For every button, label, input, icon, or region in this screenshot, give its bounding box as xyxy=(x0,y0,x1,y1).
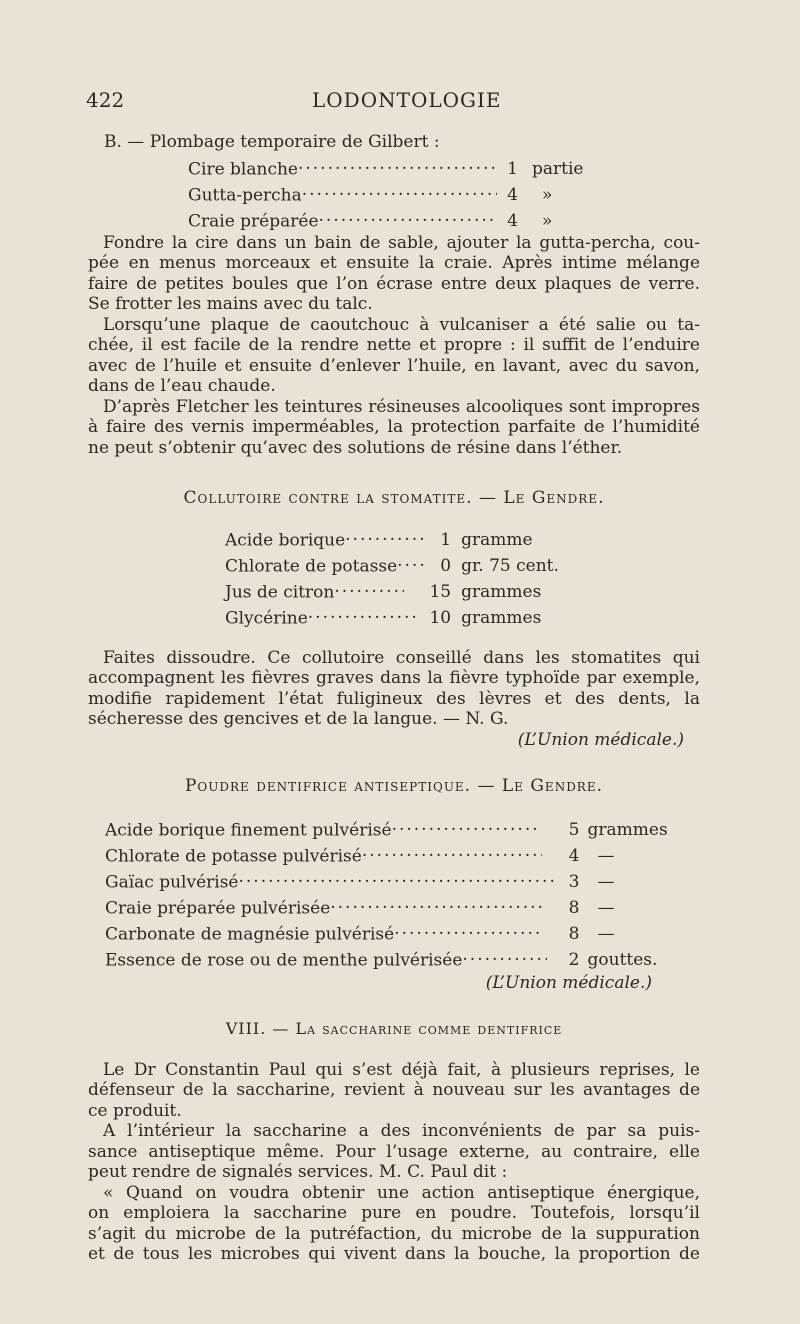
ingredient-name: Jus de citron xyxy=(225,582,335,602)
recipe-row xyxy=(105,893,668,919)
ingredient-qty: 4 xyxy=(568,846,580,866)
ingredient-qty: 1 xyxy=(440,530,452,550)
running-title: LODONTOLOGIE xyxy=(312,88,502,112)
text-line: ne peut s’obtenir qu’avec des solutions de résine dans l’éther. xyxy=(88,437,623,458)
ingredient-name: Acide borique finement pulvérisé xyxy=(105,820,392,840)
text-line: peut rendre de signalés services. M. C. Paul dit : xyxy=(88,1162,508,1182)
text-line: Lorsqu’une plaque de caoutchouc à vulcaniser a été salie ou ta- xyxy=(103,314,700,335)
recipe-row xyxy=(225,551,559,577)
text-line: sécheresse des gencives et de la langue. — N. G. xyxy=(88,709,509,729)
text-line: avec de l’huile et ensuite d’enlever l’huile, en lavant, avec du savon, xyxy=(88,355,700,376)
text-line: pée en menus morceaux et ensuite la craie. Après intime mélange xyxy=(88,253,700,273)
text-line: on emploiera la saccharine pure en poudre. Toutefois, lorsqu’il xyxy=(88,1203,700,1223)
text-line: chée, il est facile de la rendre nette et propre : il suffit de l’enduire xyxy=(88,335,700,355)
ingredient-unit: partie xyxy=(531,159,584,179)
ingredient-qty: 1 xyxy=(507,159,518,179)
recipe-row xyxy=(105,919,668,945)
text-line: sance antiseptique même. Pour l’usage externe, au contraire, elle xyxy=(88,1141,700,1162)
ingredient-name: Gaïac pulvérisé xyxy=(105,872,239,892)
text-line: s’agit du microbe de la putréfaction, du microbe de la suppuration xyxy=(88,1223,700,1244)
gilbert-recipe xyxy=(188,154,583,232)
text-line: défenseur de la saccharine, revient à nouveau sur les avantages de xyxy=(88,1080,700,1100)
text-line: et de tous les microbes qui vivent dans la bouche, la proportion de xyxy=(88,1244,700,1264)
poudre-source: (L’Union médicale.) xyxy=(485,972,652,993)
ingredient-name: Acide borique xyxy=(225,530,346,550)
ingredient-qty: 2 xyxy=(568,950,580,970)
ingredient-name: Cire blanche xyxy=(188,159,298,179)
text-line: à faire des vernis imperméables, la protection parfaite de l’humidité xyxy=(88,417,700,437)
page-body xyxy=(88,132,700,1265)
text-line: « Quand on voudra obtenir une action antiseptique énergique, xyxy=(103,1182,700,1203)
recipe-row xyxy=(105,815,668,841)
collutoire-heading: Collutoire contre la stomatite. — Le Gendre. xyxy=(183,488,605,508)
saccharine-paragraph-1 xyxy=(88,1060,700,1122)
ingredient-unit: gr. 75 cent. xyxy=(461,556,559,576)
ingredient-unit: » xyxy=(541,211,553,231)
ingredient-unit: » xyxy=(541,185,553,205)
text-line: dans de l’eau chaude. xyxy=(88,376,276,396)
ingredient-qty: 15 xyxy=(429,582,452,602)
text-line: Le Dr Constantin Paul qui s’est déjà fait, à plusieurs reprises, le xyxy=(103,1059,700,1080)
text-line: Se frotter les mains avec du talc. xyxy=(88,294,373,314)
ingredient-qty: 3 xyxy=(568,872,580,892)
recipe-row xyxy=(188,154,583,180)
ingredient-unit: — xyxy=(597,872,615,892)
ingredient-qty: 0 xyxy=(440,556,452,576)
collutoire-recipe xyxy=(225,525,559,629)
ingredient-qty: 8 xyxy=(568,898,580,918)
recipe-row xyxy=(225,603,559,629)
gilbert-title: B. — Plombage temporaire de Gilbert : xyxy=(104,132,440,152)
ingredient-qty: 5 xyxy=(568,820,580,840)
ingredient-unit: — xyxy=(597,924,615,944)
ingredient-unit: — xyxy=(597,846,615,866)
recipe-row xyxy=(225,525,559,551)
ingredient-name: Craie préparée pulvérisée xyxy=(105,898,331,918)
text-line: modifie rapidement l’état fuligineux des lèvres et des dents, la xyxy=(88,688,700,709)
gilbert-paragraph-2 xyxy=(88,315,700,397)
recipe-row xyxy=(105,867,668,893)
ingredient-name: Chlorate de potasse pulvérisé xyxy=(105,846,362,866)
text-line: faire de petites boules que l’on écrase entre deux plaques de verre. xyxy=(88,273,700,294)
collutoire-paragraph xyxy=(88,648,700,730)
ingredient-unit: gouttes. xyxy=(587,950,658,970)
collutoire-source: (L’Union médicale.) xyxy=(517,729,684,750)
saccharine-heading: VIII. — La saccharine comme dentifrice xyxy=(225,1019,563,1038)
text-line: accompagnent les fièvres graves dans la fièvre typhoïde par exemple, xyxy=(88,668,700,688)
gilbert-paragraph-3 xyxy=(88,397,700,459)
text-line: Fondre la cire dans un bain de sable, ajouter la gutta-percha, cou- xyxy=(103,232,700,253)
ingredient-unit: grammes xyxy=(461,608,542,628)
ingredient-name: Carbonate de magnésie pulvérisé xyxy=(105,924,395,944)
ingredient-name: Gutta-percha xyxy=(188,185,302,205)
ingredient-unit: gramme xyxy=(461,530,533,550)
ingredient-unit: grammes xyxy=(461,582,542,602)
text-line: Faites dissoudre. Ce collutoire conseillé dans les stomatites qui xyxy=(103,647,700,668)
ingredient-name: Chlorate de potasse xyxy=(225,556,398,576)
ingredient-unit: — xyxy=(597,898,615,918)
ingredient-name: Essence de rose ou de menthe pulvérisée xyxy=(105,950,463,970)
recipe-row xyxy=(188,206,583,232)
ingredient-qty: 4 xyxy=(507,211,518,231)
ingredient-name: Craie préparée xyxy=(188,211,319,231)
recipe-row xyxy=(188,180,583,206)
text-line: A l’intérieur la saccharine a des inconvénients de par sa puis- xyxy=(103,1121,700,1141)
text-line: D’après Fletcher les teintures résineuses alcooliques sont impropres xyxy=(103,396,700,417)
saccharine-paragraph-3 xyxy=(88,1183,700,1265)
ingredient-qty: 8 xyxy=(568,924,580,944)
recipe-row xyxy=(225,577,559,603)
ingredient-unit: grammes xyxy=(587,820,668,840)
poudre-heading: Poudre dentifrice antiseptique. — Le Gendre. xyxy=(184,776,604,796)
recipe-row xyxy=(105,841,668,867)
ingredient-qty: 4 xyxy=(507,185,518,205)
page-number: 422 xyxy=(86,88,125,112)
poudre-recipe xyxy=(105,815,668,971)
gilbert-paragraph-1 xyxy=(88,233,700,315)
recipe-row xyxy=(105,945,668,971)
text-line: ce produit. xyxy=(88,1100,182,1121)
running-header xyxy=(0,88,800,112)
ingredient-name: Glycérine xyxy=(225,608,308,628)
saccharine-paragraph-2 xyxy=(88,1121,700,1183)
ingredient-qty: 10 xyxy=(429,608,452,628)
